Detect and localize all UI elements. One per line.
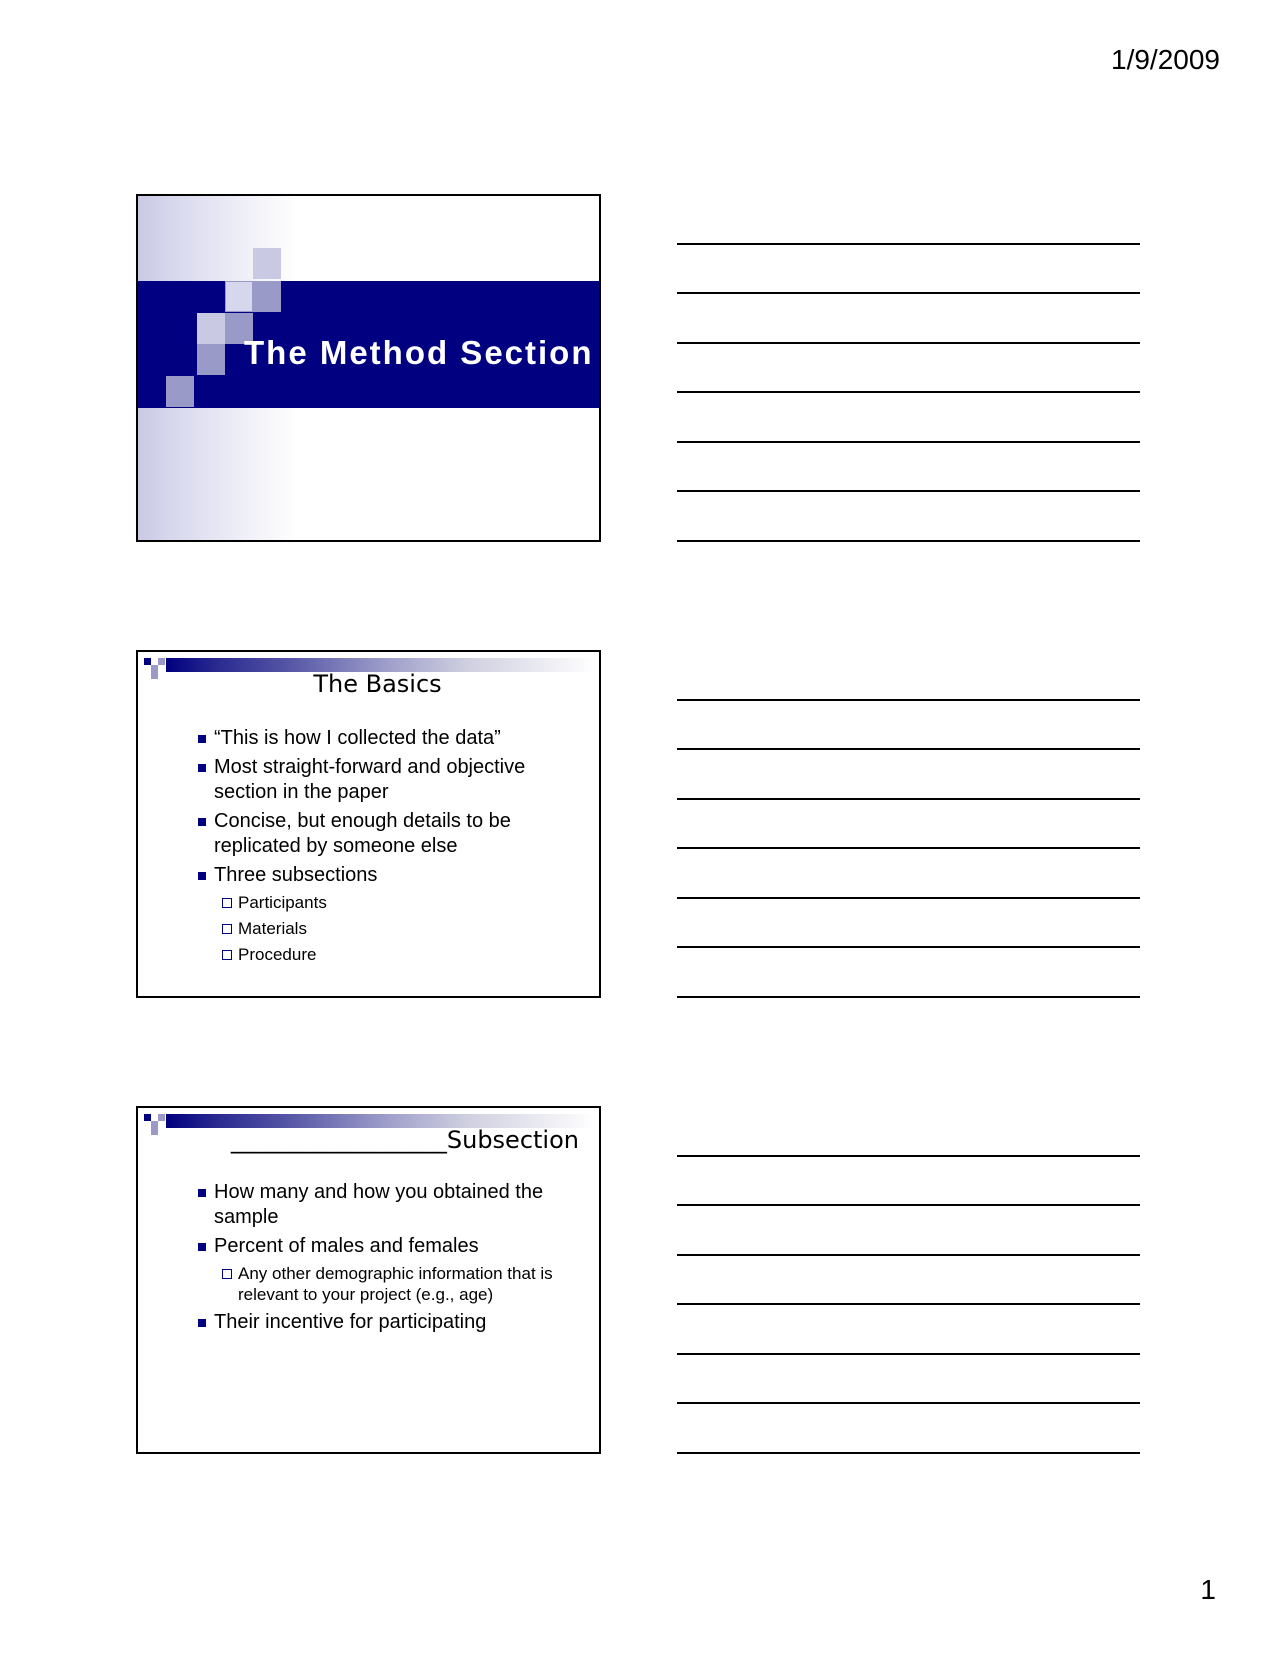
bullet-list (198, 1180, 585, 1339)
note-line (677, 540, 1140, 542)
note-line (677, 748, 1140, 750)
note-line (677, 1303, 1140, 1305)
bullet-item: Their incentive for participating (198, 1310, 585, 1335)
page-date: 1/9/2009 (1111, 44, 1220, 75)
slide-subsection (136, 1106, 601, 1454)
bullet-item: Concise, but enough details to be replicated by someone else (198, 809, 585, 859)
bullet-item: Most straight-forward and objective section in the paper (198, 755, 585, 805)
note-line (677, 946, 1140, 948)
slide-the-basics (136, 650, 601, 998)
note-line (677, 1402, 1140, 1404)
note-line (677, 847, 1140, 849)
decor-pixel (144, 1114, 151, 1121)
note-line (677, 798, 1140, 800)
decor-square (253, 248, 281, 279)
bullet-list (198, 726, 585, 970)
decor-pixel (151, 1121, 158, 1128)
page-number: 1 (1200, 1574, 1216, 1605)
decor-square (197, 344, 225, 375)
note-line (677, 391, 1140, 393)
decor-pixel (158, 658, 165, 665)
bullet-item: Percent of males and females (198, 1234, 585, 1259)
note-line (677, 1254, 1140, 1256)
slide-title: The Basics (313, 670, 442, 698)
sub-bullet-item: Participants (198, 892, 585, 913)
note-line (677, 292, 1140, 294)
bullet-item: Three subsections (198, 863, 585, 888)
sub-bullet-item: Procedure (198, 944, 585, 965)
note-line (677, 441, 1140, 443)
note-line (677, 243, 1140, 245)
decor-square (225, 281, 253, 312)
note-line (677, 996, 1140, 998)
bullet-item: How many and how you obtained the sample (198, 1180, 585, 1230)
decor-square (138, 313, 166, 344)
note-line (677, 1353, 1140, 1355)
decor-square (166, 376, 194, 407)
decor-square (197, 313, 225, 344)
slide-title-card (136, 194, 601, 542)
slide-title: The Method Section (244, 334, 594, 371)
note-line (677, 1155, 1140, 1157)
bullet-item: “This is how I collected the data” (198, 726, 585, 751)
note-line (677, 897, 1140, 899)
note-line (677, 490, 1140, 492)
note-line (677, 1204, 1140, 1206)
note-line (677, 699, 1140, 701)
sub-bullet-item: Any other demographic information that is relevant to your project (e.g., age) (198, 1263, 585, 1305)
decor-pixel (144, 658, 151, 665)
note-line (677, 342, 1140, 344)
decor-pixel (158, 1114, 165, 1121)
sub-bullet-item: Materials (198, 918, 585, 939)
note-line (677, 1452, 1140, 1454)
decor-pixel (151, 1128, 158, 1135)
slide-title: __________________Subsection (230, 1126, 579, 1154)
decor-square (253, 281, 281, 312)
